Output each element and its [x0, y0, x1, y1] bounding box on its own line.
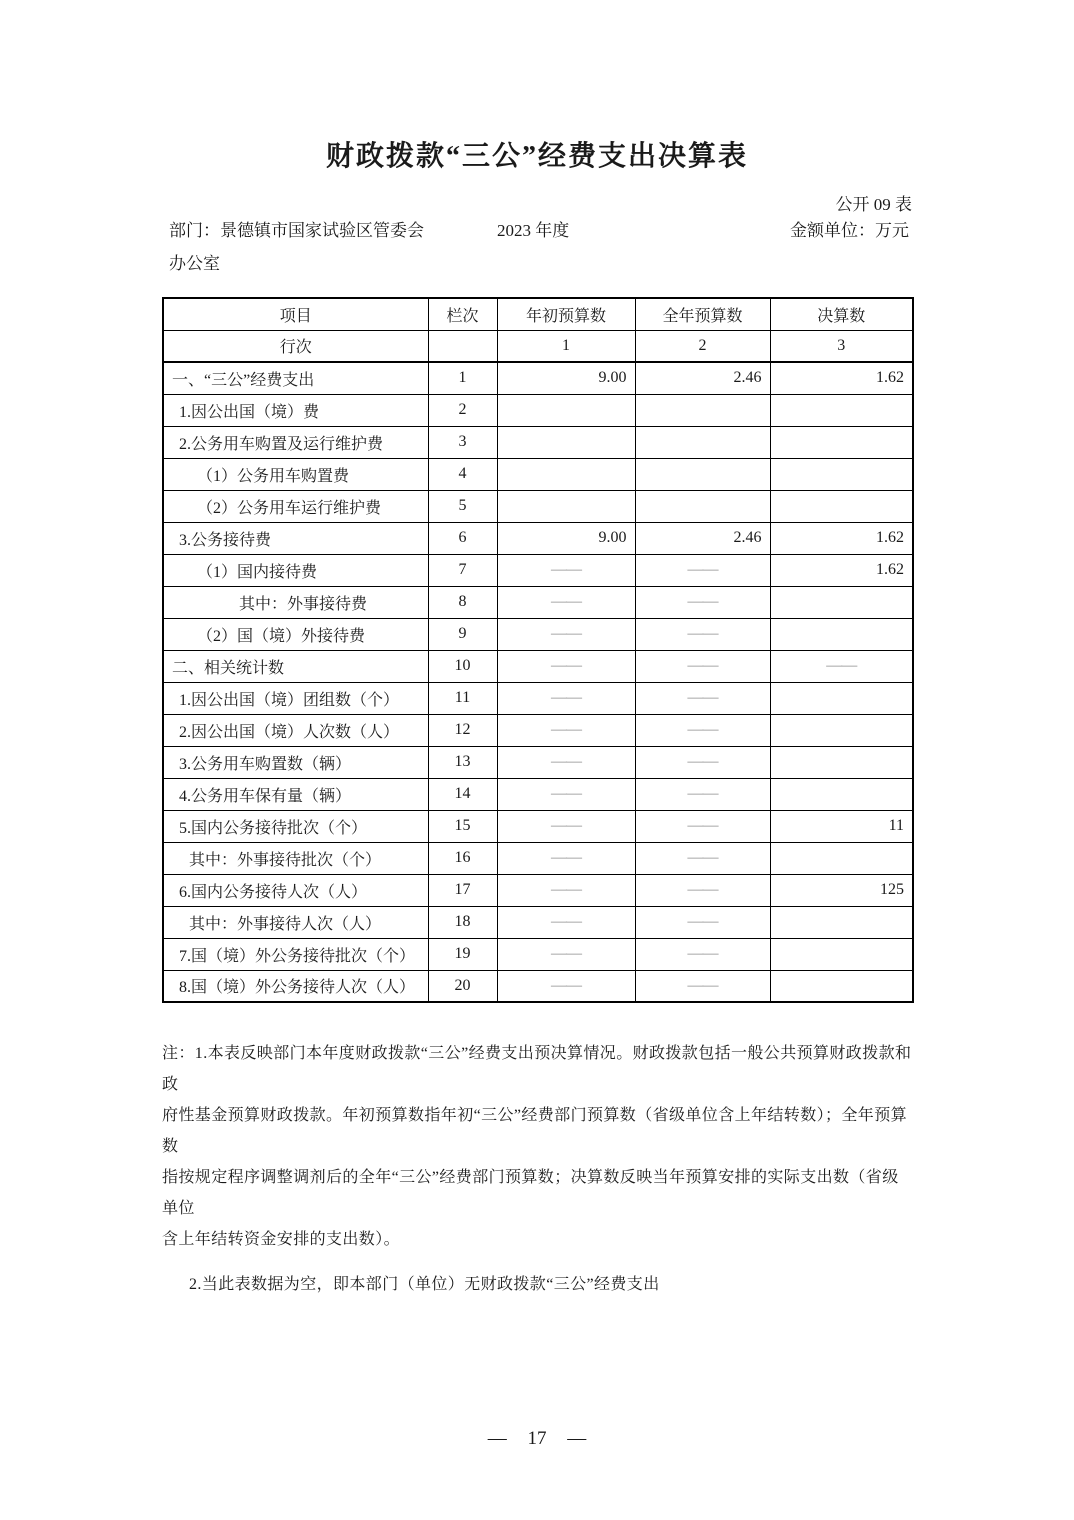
table-row	[163, 842, 913, 874]
row-value-cell	[770, 970, 913, 1002]
budget-table	[162, 297, 914, 1003]
row-value-cell	[635, 490, 770, 522]
row-value-cell: ——	[635, 906, 770, 938]
page-title: 财政拨款“三公”经费支出决算表	[325, 141, 748, 172]
row-item-label: 5.国内公务接待批次（个）	[163, 810, 428, 842]
row-value-cell: 9.00	[497, 522, 635, 554]
row-value-cell	[497, 426, 635, 458]
row-line-number: 17	[428, 874, 497, 906]
table-row	[163, 906, 913, 938]
row-value-cell: ——	[497, 714, 635, 746]
row-value-cell: ——	[635, 970, 770, 1002]
table-row	[163, 554, 913, 586]
row-value-cell	[770, 938, 913, 970]
table-row	[163, 586, 913, 618]
row-value-cell: ——	[635, 586, 770, 618]
row-value-cell: 2.46	[635, 362, 770, 394]
row-value-cell: 1.62	[770, 362, 913, 394]
table-row	[163, 810, 913, 842]
table-row	[163, 746, 913, 778]
row-line-number: 9	[428, 618, 497, 650]
footnote-line: 含上年结转资金安排的支出数）。	[162, 1231, 401, 1248]
subheader-empty-cell	[428, 330, 497, 362]
row-line-number: 14	[428, 778, 497, 810]
row-value-cell	[770, 842, 913, 874]
meta-line	[162, 216, 912, 240]
row-item-label: 其中：外事接待人次（人）	[163, 906, 428, 938]
row-value-cell: ——	[497, 874, 635, 906]
footnote-line: 注：1.本表反映部门本年度财政拨款“三公”经费支出预决算情况。财政拨款包括一般公共预算财政拨款和政	[162, 1045, 912, 1093]
row-value-cell: ——	[770, 650, 913, 682]
row-item-label: 3.公务接待费	[163, 522, 428, 554]
row-value-cell	[770, 490, 913, 522]
row-item-label: 6.国内公务接待人次（人）	[163, 874, 428, 906]
table-row	[163, 874, 913, 906]
row-value-cell	[770, 618, 913, 650]
row-value-cell: ——	[635, 650, 770, 682]
row-value-cell: ——	[635, 842, 770, 874]
row-value-cell: ——	[497, 554, 635, 586]
row-value-cell: 9.00	[497, 362, 635, 394]
table-row	[163, 650, 913, 682]
row-value-cell: ——	[635, 810, 770, 842]
row-value-cell: ——	[635, 778, 770, 810]
row-item-label: （1）公务用车购置费	[163, 458, 428, 490]
row-line-number: 10	[428, 650, 497, 682]
row-value-cell: ——	[635, 714, 770, 746]
row-value-cell: 125	[770, 874, 913, 906]
row-line-number: 11	[428, 682, 497, 714]
row-item-label: 1.因公出国（境）团组数（个）	[163, 682, 428, 714]
footnote-line: 指按规定程序调整调剂后的全年“三公”经费部门预算数；决算数反映当年预算安排的实际支出数（省级单位	[162, 1169, 899, 1217]
row-value-cell	[497, 490, 635, 522]
row-value-cell: ——	[635, 554, 770, 586]
row-value-cell	[770, 746, 913, 778]
row-line-number: 2	[428, 394, 497, 426]
row-line-number: 12	[428, 714, 497, 746]
footnotes	[162, 1038, 914, 1300]
row-line-number: 8	[428, 586, 497, 618]
row-value-cell: ——	[635, 874, 770, 906]
table-row	[163, 490, 913, 522]
row-line-number: 7	[428, 554, 497, 586]
row-value-cell: ——	[497, 906, 635, 938]
row-item-label: 其中：外事接待批次（个）	[163, 842, 428, 874]
table-row	[163, 714, 913, 746]
table-subheader-row	[163, 330, 913, 362]
row-item-label: （2）公务用车运行维护费	[163, 490, 428, 522]
table-row	[163, 522, 913, 554]
row-value-cell	[497, 394, 635, 426]
row-item-label: 8.国（境）外公务接待人次（人）	[163, 970, 428, 1002]
row-value-cell	[635, 394, 770, 426]
row-line-number: 3	[428, 426, 497, 458]
department-label: 部门：景德镇市国家试验区管委会	[169, 221, 424, 240]
row-value-cell: ——	[635, 618, 770, 650]
table-row	[163, 362, 913, 394]
row-value-cell	[770, 394, 913, 426]
table-row	[163, 618, 913, 650]
row-line-number: 19	[428, 938, 497, 970]
row-item-label: （1）国内接待费	[163, 554, 428, 586]
row-value-cell: 11	[770, 810, 913, 842]
row-item-label: 2.因公出国（境）人次数（人）	[163, 714, 428, 746]
row-value-cell: 1.62	[770, 554, 913, 586]
subheader-col-3: 3	[770, 330, 913, 362]
row-line-number: 4	[428, 458, 497, 490]
footnote-line: 府性基金预算财政拨款。年初预算数指年初“三公”经费部门预算数（省级单位含上年结转数）；全年预算数	[162, 1107, 908, 1155]
row-value-cell: ——	[497, 746, 635, 778]
row-value-cell	[770, 906, 913, 938]
row-value-cell: ——	[497, 970, 635, 1002]
row-item-label: 7.国（境）外公务接待批次（个）	[163, 938, 428, 970]
row-line-number: 15	[428, 810, 497, 842]
table-row	[163, 778, 913, 810]
footnote-2: 2.当此表数据为空，即本部门（单位）无财政拨款“三公”经费支出	[189, 1276, 660, 1293]
row-value-cell: ——	[635, 682, 770, 714]
column-header-final-accounts: 决算数	[770, 298, 913, 330]
row-value-cell	[497, 458, 635, 490]
row-line-number: 20	[428, 970, 497, 1002]
column-header-annual-budget: 全年预算数	[635, 298, 770, 330]
budget-table-container	[162, 297, 913, 1003]
row-line-number: 6	[428, 522, 497, 554]
table-row	[163, 458, 913, 490]
row-item-label: 二、相关统计数	[163, 650, 428, 682]
table-code: 公开 09 表	[835, 195, 912, 214]
row-item-label: 1.因公出国（境）费	[163, 394, 428, 426]
row-item-label: 其中：外事接待费	[163, 586, 428, 618]
page-number: — 17 —	[487, 1428, 587, 1449]
subheader-col-2: 2	[635, 330, 770, 362]
table-row	[163, 682, 913, 714]
row-line-number: 18	[428, 906, 497, 938]
row-value-cell: ——	[497, 842, 635, 874]
column-header-lanci: 栏次	[428, 298, 497, 330]
row-value-cell	[770, 714, 913, 746]
row-line-number: 16	[428, 842, 497, 874]
row-value-cell	[635, 458, 770, 490]
row-line-number: 1	[428, 362, 497, 394]
row-value-cell: ——	[635, 938, 770, 970]
fiscal-year-label: 2023 年度	[497, 221, 570, 240]
row-value-cell	[770, 778, 913, 810]
row-value-cell: ——	[497, 586, 635, 618]
amount-unit-label: 金额单位：万元	[790, 221, 909, 240]
row-value-cell: ——	[497, 618, 635, 650]
row-value-cell: ——	[497, 778, 635, 810]
subheader-col-1: 1	[497, 330, 635, 362]
table-row	[163, 394, 913, 426]
row-item-label: 4.公务用车保有量（辆）	[163, 778, 428, 810]
row-value-cell: ——	[497, 650, 635, 682]
row-value-cell	[770, 426, 913, 458]
row-item-label: （2）国（境）外接待费	[163, 618, 428, 650]
budget-table-body	[163, 362, 913, 1002]
table-row	[163, 970, 913, 1002]
row-line-number: 13	[428, 746, 497, 778]
row-item-label: 3.公务用车购置数（辆）	[163, 746, 428, 778]
subheader-row-label: 行次	[163, 330, 428, 362]
column-header-initial-budget: 年初预算数	[497, 298, 635, 330]
row-value-cell: ——	[635, 746, 770, 778]
department-label-cont: 办公室	[169, 254, 220, 273]
row-item-label: 一、“三公”经费支出	[163, 362, 428, 394]
row-value-cell: ——	[497, 682, 635, 714]
table-row	[163, 426, 913, 458]
row-value-cell: ——	[497, 938, 635, 970]
row-value-cell: 2.46	[635, 522, 770, 554]
row-value-cell	[635, 426, 770, 458]
row-item-label: 2.公务用车购置及运行维护费	[163, 426, 428, 458]
row-value-cell	[770, 586, 913, 618]
row-value-cell: ——	[497, 810, 635, 842]
table-row	[163, 938, 913, 970]
column-header-item: 项目	[163, 298, 428, 330]
table-header-row	[163, 298, 913, 330]
row-value-cell	[770, 458, 913, 490]
row-line-number: 5	[428, 490, 497, 522]
row-value-cell	[770, 682, 913, 714]
row-value-cell: 1.62	[770, 522, 913, 554]
